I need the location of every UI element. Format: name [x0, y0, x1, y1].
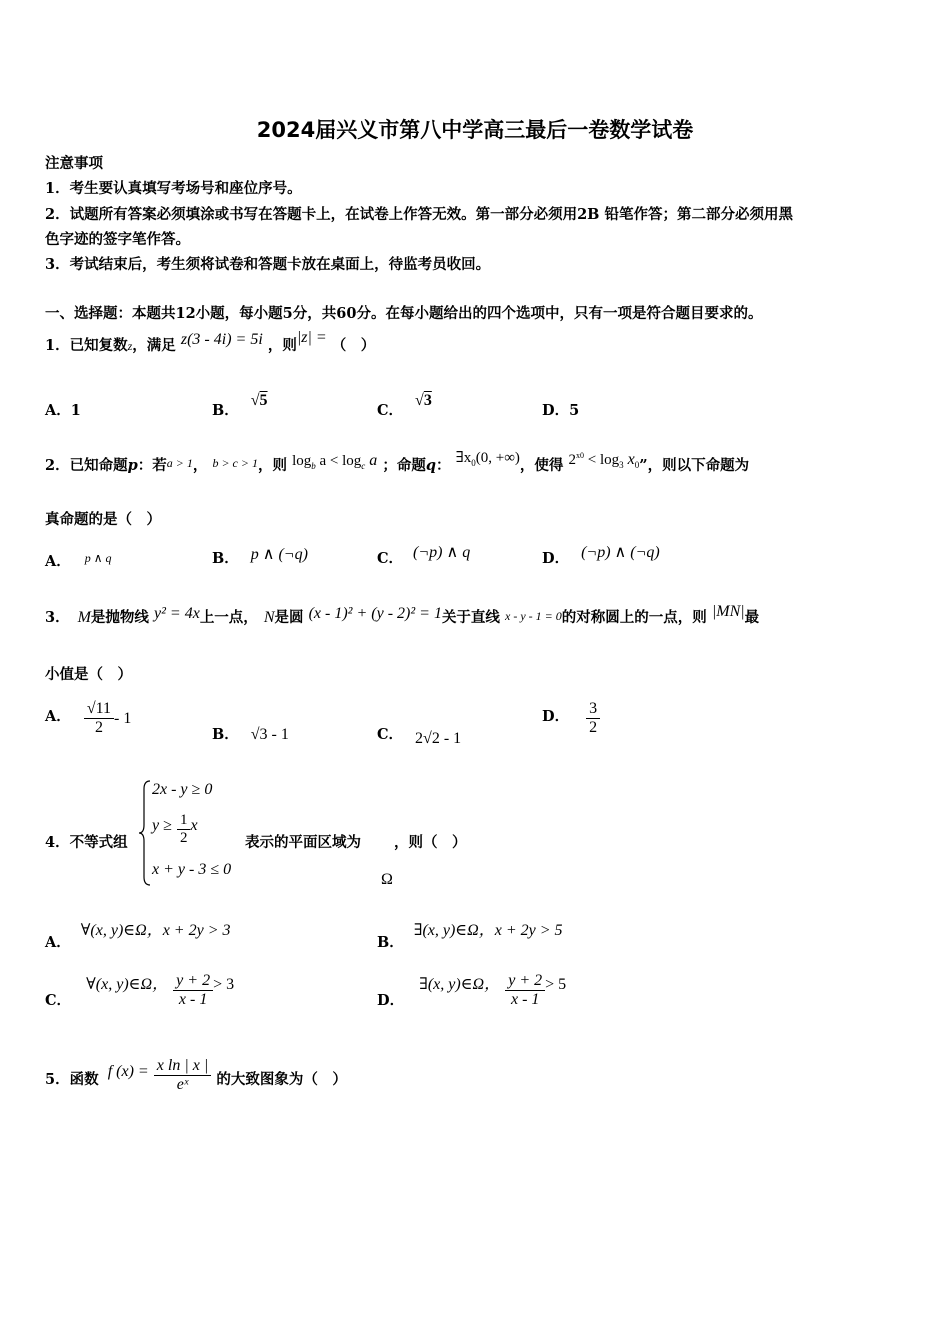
q4-ineq-3: x + y - 3 ≤ 0: [152, 861, 232, 878]
q4-omega: Ω: [381, 871, 393, 888]
q4-stem-c: ，则（ ）: [394, 834, 467, 851]
q3-option-a: [45, 700, 131, 737]
q2-option-d-label: D．: [542, 550, 570, 567]
q1-z: z: [127, 339, 133, 353]
q2-option-c: [377, 544, 471, 568]
notice-item-3: 3．考试结束后，考生须将试卷和答题卡放在桌面上，待监考员收回。: [45, 256, 491, 273]
q4-option-c-den: x - 1: [178, 991, 208, 1008]
q2-stem-a: 2．已知命题: [45, 457, 128, 474]
q2-stem-d: ；命题: [382, 457, 426, 474]
q4-option-c-pre: ∀(x, y)∈Ω，: [86, 976, 169, 993]
q3-option-a-label: A．: [45, 708, 71, 725]
q1-option-b-value: 5: [259, 392, 268, 409]
q2-option-a-value: p ∧ q: [84, 551, 112, 565]
q2-sub-3: 3: [619, 460, 624, 470]
q1-option-c-label: C．: [377, 402, 404, 419]
q3-option-b-label: B．: [212, 726, 239, 743]
q4-option-a-value: ∀(x, y)∈Ω，x + 2y > 3: [80, 922, 231, 939]
notice-item-2-cont: 色字迹的签字笔作答。: [45, 231, 190, 248]
question-2: [45, 450, 750, 476]
section-heading: 一、选择题：本题共12小题，每小题5分，共60分。在每小题给出的四个选项中，只有一项是符合题目要求的。: [45, 305, 763, 322]
q4-option-c-label: C．: [45, 992, 72, 1009]
q3-option-c-label: C．: [377, 726, 404, 743]
q4-option-d-label: D．: [377, 992, 405, 1009]
q3-stem-g: 最: [744, 609, 760, 626]
q4-option-c: [45, 972, 234, 1009]
q3-option-a-num: √11: [84, 700, 114, 719]
notice-item-2: 2．试题所有答案必须填涂或书写在答题卡上，在试卷上作答无效。第一部分必须用2B 铅笔作答；第二部分必须用黑: [45, 206, 793, 223]
q4-stem-b: 表示的平面区域为: [245, 834, 361, 851]
q3-stem-e: 关于直线: [441, 609, 500, 626]
q2-pow: 2: [568, 452, 576, 468]
q2-interval: (0, +∞): [475, 450, 520, 466]
q3-option-d-den: 2: [589, 719, 598, 736]
q2-stem-f: ”，则以下命题为: [639, 457, 750, 474]
q2-stem-b: ：若: [137, 457, 167, 474]
q3-line: x - y - 1 = 0: [505, 609, 562, 623]
q4-option-d-post: > 5: [545, 976, 567, 993]
q2-option-b: [212, 547, 308, 568]
q5-den: eˣ: [176, 1076, 189, 1093]
q2-stem-c: ，则: [257, 457, 287, 474]
q2-option-c-label: C．: [377, 550, 404, 567]
q2-a1: a < log: [315, 453, 362, 469]
question-5: [45, 1057, 347, 1094]
q2-option-a: [45, 550, 112, 571]
q4-option-b-label: B．: [377, 934, 404, 951]
q3-stem-d: 是圆: [274, 609, 304, 626]
q4-option-c-num: y + 2: [173, 972, 213, 991]
q1-option-c-value: 3: [423, 392, 432, 409]
q3-stem-b: 是抛物线: [90, 609, 149, 626]
q3-stem-f: 的对称圆上的一点，则: [561, 609, 707, 626]
q2-cond-1: a > 1: [166, 456, 193, 470]
q4-ineq-1: 2x - y ≥ 0: [152, 781, 213, 798]
q3-mn: |MN|: [711, 603, 745, 620]
q3-n: N: [263, 609, 275, 626]
q4-stem-a: 4．不等式组: [45, 834, 128, 851]
q3-option-c: [377, 723, 462, 747]
q4-option-d-pre: ∃(x, y)∈Ω，: [419, 976, 501, 993]
q1-option-b-label: B．: [212, 402, 239, 419]
q3-option-a-den: 2: [94, 719, 103, 736]
q4-option-a: [45, 917, 231, 951]
q2-colon: ：: [436, 457, 451, 474]
q1-option-b: B．√5: [212, 392, 268, 419]
q2-log-inequality: [292, 453, 377, 469]
q2-sub-b: b: [311, 461, 316, 471]
q4-option-c-post: > 3: [213, 976, 235, 993]
q3-stem-h: 小值是（ ）: [45, 666, 132, 683]
q4-brace: [138, 779, 152, 887]
q2-option-d-value: (¬p) ∧ (¬q): [581, 544, 660, 561]
q2-a2: a: [365, 452, 378, 469]
q3-option-d-num: 3: [586, 700, 600, 719]
q2-q: q: [425, 457, 437, 474]
q2-option-a-label: A．: [45, 553, 71, 570]
q1-stem-d: （ ）: [331, 337, 376, 354]
q4-ineq-2-x: x: [190, 817, 198, 834]
q2-log: log: [292, 453, 312, 469]
q3-option-d: [542, 700, 600, 737]
q3-stem-c: 上一点，: [199, 609, 258, 626]
q1-stem-a: 1．已知复数: [45, 337, 128, 354]
q3-option-b: [212, 723, 289, 744]
q3-option-c-value: 2√2 - 1: [415, 730, 462, 747]
q4-ineq-2: [152, 812, 198, 847]
q4-ineq-2-den: 2: [179, 830, 188, 846]
q4-option-d-den: x - 1: [510, 991, 540, 1008]
q5-f: f (x) =: [107, 1063, 149, 1080]
q2-cond-2: b > c > 1: [212, 456, 258, 470]
q2-sub-0b: 0: [634, 460, 640, 470]
q1-equation: z(3 - 4i) = 5i: [180, 331, 263, 348]
notice-heading: 注意事项: [45, 155, 103, 172]
q5-stem-a: 5．函数: [45, 1071, 99, 1088]
q4-ineq-2-num: 1: [177, 812, 191, 830]
q2-x: x: [623, 451, 635, 468]
q1-abs-z: |z| =: [296, 329, 327, 346]
q2-comma: ，: [192, 457, 208, 474]
q2-power-inequality: [569, 452, 640, 468]
q1-option-c: C．√3: [377, 392, 432, 419]
q2-option-b-label: B．: [212, 550, 239, 567]
q2-option-b-value: p ∧ (¬q): [250, 546, 308, 563]
q4-option-d: [377, 972, 566, 1009]
q2-stem-e: ，使得: [519, 457, 564, 474]
q3-circle: (x - 1)² + (y - 2)² = 1: [308, 605, 442, 622]
q4-option-a-label: A．: [45, 934, 71, 951]
question-1: [45, 329, 376, 355]
q5-stem-b: 的大致图象为（ ）: [216, 1071, 347, 1088]
q1-stem-c: ，则: [267, 337, 297, 354]
q5-num: x ln | x |: [154, 1057, 211, 1076]
q1-option-d: D．5: [542, 402, 580, 419]
q2-option-d: [542, 544, 660, 568]
q3-stem-a: 3．: [45, 609, 70, 626]
q2-exists-x: ∃x: [455, 450, 472, 466]
page-title: 2024届兴义市第八中学高三最后一卷数学试卷: [256, 118, 694, 142]
q4-option-b: [377, 917, 563, 951]
q3-option-b-value: √3 - 1: [250, 726, 289, 743]
q1-stem-b: ，满足: [132, 337, 176, 354]
q2-option-c-value: (¬p) ∧ q: [413, 544, 471, 561]
q3-m: M: [77, 609, 91, 626]
q3-option-d-label: D．: [542, 708, 570, 725]
q2-sub-c: c: [361, 461, 366, 471]
notice-item-1: 1．考生要认真填写考场号和座位序号。: [45, 180, 302, 197]
q2-rest: < log: [584, 452, 620, 468]
q4-option-d-num: y + 2: [505, 972, 545, 991]
q2-sub-0: 0: [471, 458, 476, 468]
q2-stem-g: 真命题的是（ ）: [45, 511, 161, 528]
q3-option-a-tail: - 1: [114, 710, 132, 727]
q2-sup: x0: [576, 451, 584, 460]
q4-option-b-value: ∃(x, y)∈Ω，x + 2y > 5: [413, 922, 563, 939]
q3-parabola: y² = 4x: [154, 605, 200, 622]
q1-option-a: A．1: [45, 402, 81, 419]
question-3: [45, 603, 760, 627]
q2-exists: [456, 450, 520, 466]
q4-ineq-2-lhs: y ≥: [152, 817, 172, 834]
q2-p: p: [127, 457, 138, 474]
